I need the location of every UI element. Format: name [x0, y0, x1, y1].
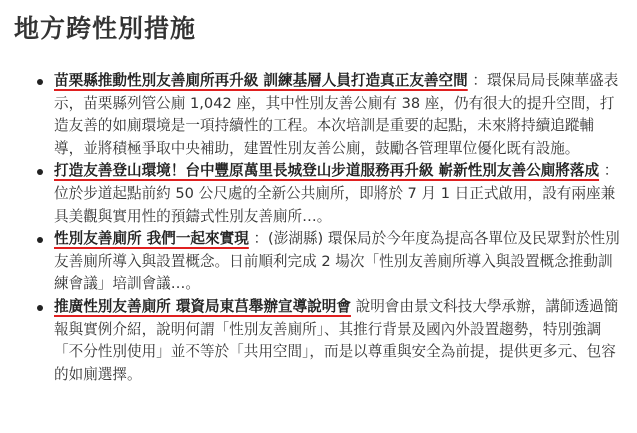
news-item-3: [54, 228, 623, 296]
page-title: 地方跨性別措施: [14, 14, 197, 43]
news-item-2: [54, 160, 623, 228]
news-item-1: [54, 70, 623, 160]
bullet-icon: [37, 79, 43, 85]
news-item-4: [54, 296, 623, 386]
bullet-icon: [37, 169, 43, 175]
news-list: [14, 70, 623, 386]
news-summary: 說明會由景文科技大學承辦，講師透過簡報與實例介紹，說明何謂「性別友善廁所」、其推行背景及國內外設置趨勢，特別強調「不分性別使用」並不等於「共用空間」，而是以尊重與安全為前提，提供更多元、包容的如廁選擇。: [54, 297, 619, 383]
bullet-icon: [37, 237, 43, 243]
news-headline-link[interactable]: 打造友善登山環境！台中豐原萬里長城登山步道服務再升級 嶄新性別友善公廁將落成: [54, 162, 600, 180]
news-headline-link[interactable]: 推廣性別友善廁所 環資局東莒舉辦宣導說明會: [54, 297, 351, 315]
news-headline-link[interactable]: 苗栗縣推動性別友善廁所再升級 訓練基層人員打造真正友善空間: [54, 72, 468, 89]
bullet-icon: [37, 305, 43, 311]
news-summary: ：環保局局長陳華盛表示，苗栗縣列管公廁 1,042 座，其中性別友善公廁有 38 座，仍有很大的提升空間，打造友善的如廁環境是一項持續性的工程。本次培訓是重要的起點，未來將持續追蹤輔導，並將積極爭取中央補助，建置性別友善公廁，鼓勵各管理單位優化既有設施。: [54, 72, 619, 157]
news-summary: ：位於步道起點前約 50 公尺處的全新公共廁所，即將於 7 月 1 日正式啟用，設有兩座兼具美觀與實用性的預鑄式性別友善廁所…。: [54, 162, 619, 225]
news-headline-link[interactable]: 性別友善廁所 我們一起來實現: [54, 230, 249, 248]
news-summary: ：(澎湖縣) 環保局於今年度為提高各單位及民眾對於性別友善廁所導入與設置概念。日前順利完成 2 場次「性別友善廁所導入與設置概念推動訓練會議」培訓會議…。: [54, 230, 620, 293]
